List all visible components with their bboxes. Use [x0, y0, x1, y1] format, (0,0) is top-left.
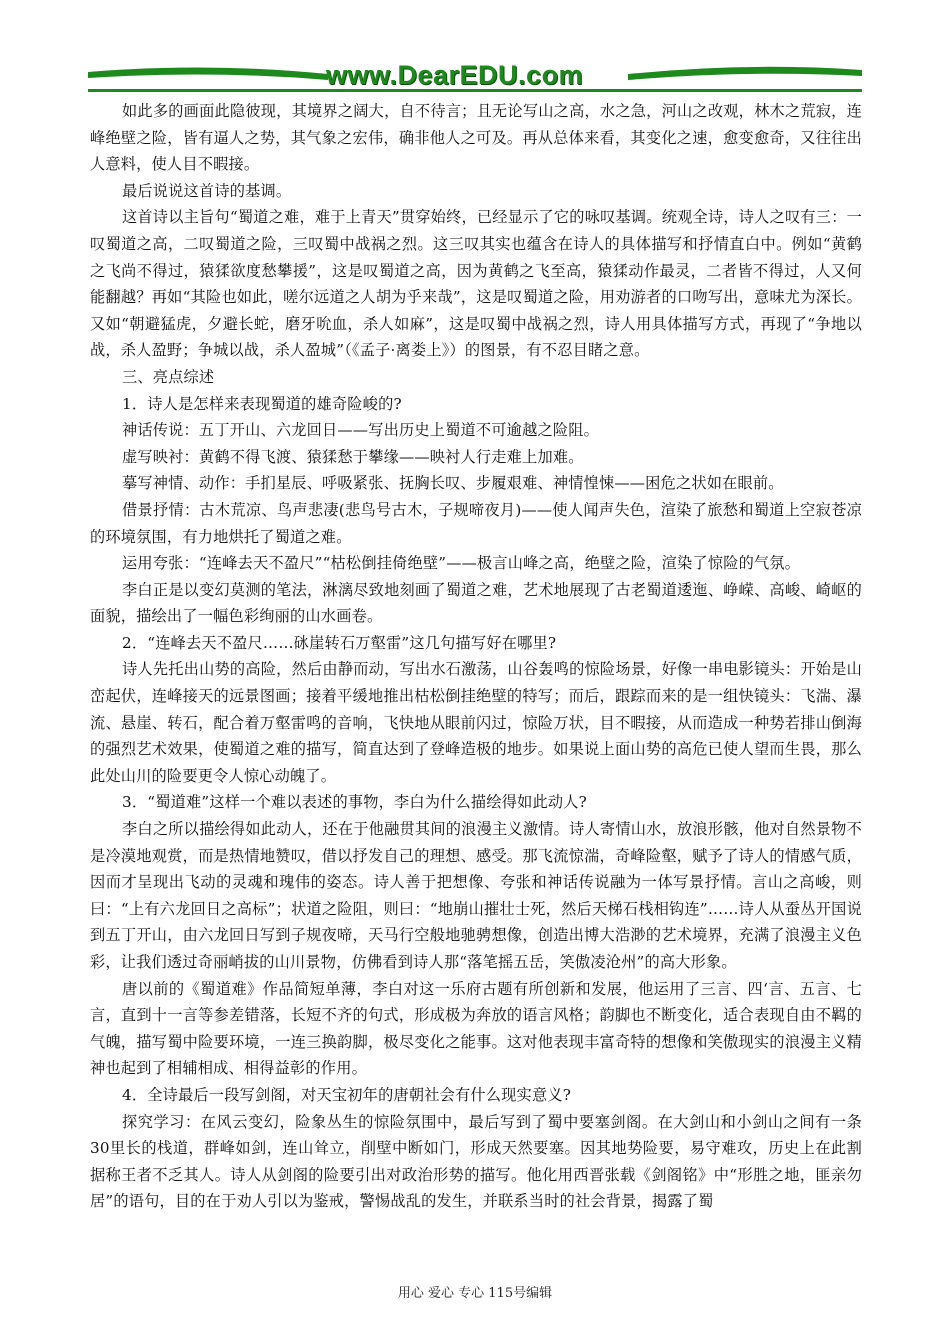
site-logo: www.DearEDU.com [326, 60, 584, 90]
paragraph: 3．“蜀道难”这样一个难以表述的事物，李白为什么描绘得如此动人? [122, 793, 587, 812]
paragraph: 神话传说：五丁开山、六龙回日——写出历史上蜀道不可逾越之险阻。 [122, 421, 600, 440]
paragraph: 最后说说这首诗的基调。 [122, 181, 292, 200]
paragraph: 探究学习：在风云变幻，险象丛生的惊险氛围中，最后写到了蜀中要塞剑阁。在大剑山和小剑山之间有一条30里长的栈道，群峰如剑，连山耸立，削壁中断如门，形成天然要塞。因其地势险要，易守难攻，历史上在此割据称王者不乏其人。诗人从剑阁的险要引出对政治形势的描写。他化用西晋张载《剑阁铭》中“形胜之地，匪亲勿居”的语句，目的在于劝人引以为鉴戒，警惕战乱的发生，并联系当时的社会背景，揭露了蜀 [90, 1112, 862, 1211]
paragraph: 唐以前的《蜀道难》作品简短单薄，李白对这一乐府古题有所创新和发展，他运用了三言、四‘言、五言、七言，直到十一言等参差错落，长短不齐的句式，形成极为奔放的语言风格；韵脚也不断变化，适合表现自由不羁的气魄，描写蜀中险要环境，一连三换韵脚，极尽变化之能事。这对他表现丰富奇特的想像和笑傲现实的浪漫主义精神也起到了相辅相成、相得益彰的作用。 [90, 979, 862, 1078]
paragraph: 李白之所以描绘得如此动人，还在于他融贯其间的浪漫主义激情。诗人寄情山水，放浪形骸，他对自然景物不是冷漠地观赏，而是热情地赞叹，借以抒发自己的理想、感受。那飞流惊湍，奇峰险壑，赋予了诗人的情感气质，因而才呈现出飞动的灵魂和瑰伟的姿态。诗人善于把想像、夸张和神话传说融为一体写景抒情。言山之高峻，则曰：“上有六龙回日之高标”；状道之险阻，则曰：“地崩山摧壮士死，然后天梯石栈相钩连”……诗人从蚕丛开国说到五丁开山，由六龙回日写到子规夜啼，天马行空般地驰骋想像，创造出博大浩渺的艺术境界，充满了浪漫主义色彩，让我们透过奇丽峭拔的山川景物，仿佛看到诗人那“落笔摇五岳，笑傲凌沧州”的高大形象。 [90, 820, 862, 971]
paragraph: 4．全诗最后一段写剑阁，对天宝初年的唐朝社会有什么现实意义? [122, 1085, 572, 1104]
page-footer: 用心 爱心 专心 115号编辑 [397, 1286, 553, 1301]
paragraph: 2．“连峰去天不盈尺……砯崖转石万壑雷”这几句描写好在哪里? [122, 633, 557, 652]
paragraph: 诗人先托出山势的高险，然后由静而动，写出水石激荡，山谷轰鸣的惊险场景，好像一串电影镜头：开始是山峦起伏，连峰接天的远景图画；接着平缓地推出枯松倒挂绝壁的特写；而后，跟踪而来的是一组快镜头：飞湍、瀑流、悬崖、转石，配合着万壑雷鸣的音响，飞快地从眼前闪过，惊险万状，目不暇接，从而造成一种势若排山倒海的强烈艺术效果，使蜀道之难的描写，简直达到了登峰造极的地步。如果说上面山势的高危已使人望而生畏，那么此处山川的险要更令人惊心动魄了。 [90, 660, 862, 785]
paragraph: 三、亮点综述 [122, 367, 215, 386]
document-body [90, 98, 862, 1215]
paragraph: 虚写映衬：黄鹤不得飞渡、猿猱愁于攀缘——映衬人行走难上加难。 [122, 447, 584, 466]
paragraph: 1．诗人是怎样来表现蜀道的雄奇险峻的? [122, 394, 402, 413]
site-header [88, 58, 862, 94]
paragraph: 如此多的画面此隐彼现，其境界之阔大，自不待言；且无论写山之高，水之急，河山之改观，林木之荒寂，连峰绝壁之险，皆有逼人之势，其气象之宏伟，确非他人之可及。再从总体来看，其变化之速，愈变愈奇，又往往出人意料，使人目不暇接。 [90, 102, 862, 174]
paragraph: 借景抒情：古木荒凉、鸟声悲凄(悲鸟号古木，子规啼夜月)——使人闻声失色，渲染了旅愁和蜀道上空寂苍凉的环境氛围，有力地烘托了蜀道之难。 [90, 500, 862, 546]
paragraph: 李白正是以变幻莫测的笔法，淋漓尽致地刻画了蜀道之难，艺术地展现了古老蜀道逶迤、峥嵘、高峻、崎岖的面貌，描绘出了一幅色彩绚丽的山水画卷。 [90, 580, 862, 626]
paragraph: 这首诗以主旨句“蜀道之难，难于上青天”贯穿始终，已经显示了它的咏叹基调。统观全诗，诗人之叹有三：一叹蜀道之高，二叹蜀道之险，三叹蜀中战祸之烈。这三叹其实也蕴含在诗人的具体描写和抒情直白中。例如“黄鹤之飞尚不得过，猿猱欲度愁攀援”，这是叹蜀道之高，因为黄鹤之飞至高，猿猱动作最灵，二者皆不得过，人又何能翻越？再如“其险也如此，嗟尔远道之人胡为乎来哉”，这是叹蜀道之险，用劝游者的口吻写出，意味尤为深长。又如“朝避猛虎，夕避长蛇，磨牙吮血，杀人如麻”，这是叹蜀中战祸之烈，诗人用具体描写方式，再现了“争地以战，杀人盈野；争城以战，杀人盈城”（《孟子·离娄上》）的图景，有不忍目睹之意。 [90, 208, 862, 360]
paragraph: 摹写神情、动作：手扪星辰、呼吸紧张、抚胸长叹、步履艰难、神情惶悚——困危之状如在眼前。 [122, 474, 784, 493]
paragraph: 运用夸张：“连峰去天不盈尺”“枯松倒挂倚绝壁”——极言山峰之高，绝壁之险，渲染了惊险的气氛。 [122, 554, 801, 573]
